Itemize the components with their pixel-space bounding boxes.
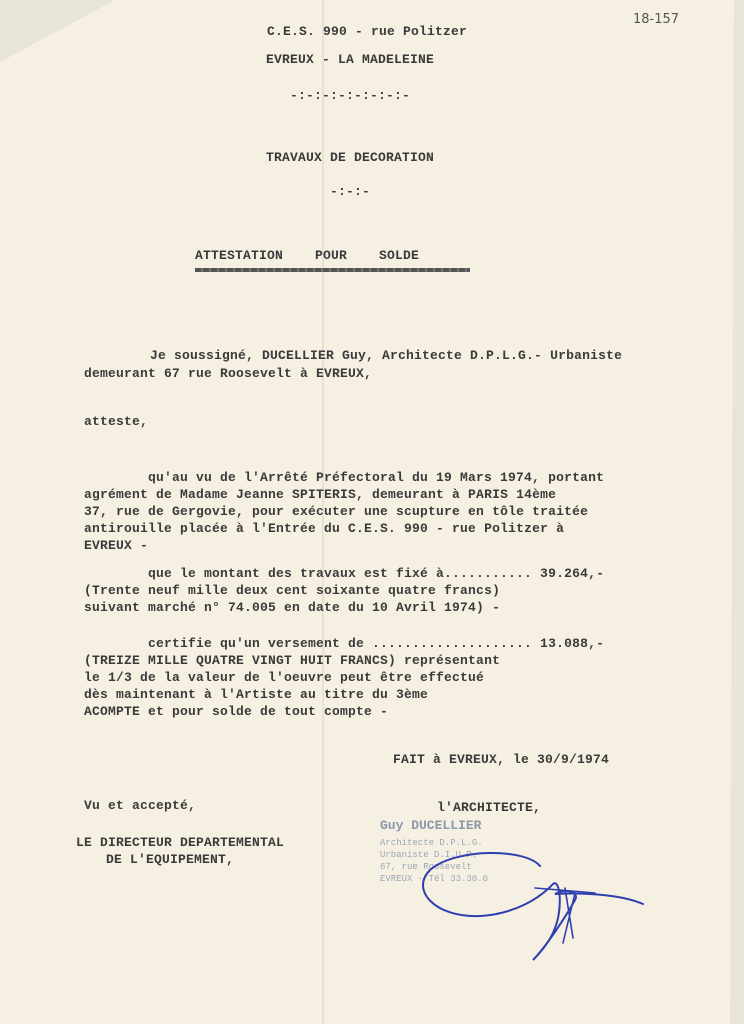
reference-number: 18-157 [633, 12, 680, 27]
p3-line2: (TREIZE MILLE QUATRE VINGT HUIT FRANCS) représentant [84, 653, 501, 668]
p1-line1: qu'au vu de l'Arrêté Préfectoral du 19 Mars 1974, portant [148, 470, 605, 485]
p1-line4: antirouille placée à l'Entrée du C.E.S. 990 - rue Politzer à [84, 521, 565, 536]
p3-line3: le 1/3 de la valeur de l'oeuvre peut être effectué [84, 670, 485, 685]
stamp-line1: Architecte D.P.L.G. [380, 838, 483, 848]
stamp-line2: Urbaniste D.I.U.P. [380, 850, 478, 860]
vu-accepte: Vu et accepté, [84, 798, 197, 813]
header-line1: C.E.S. 990 - rue Politzer [266, 24, 468, 39]
intro-line2: demeurant 67 rue Roosevelt à EVREUX, [84, 366, 373, 381]
stamp-line4: EVREUX - Tél 33.30.0 [380, 874, 489, 884]
section-title: TRAVAUX DE DECORATION [265, 150, 435, 165]
header-ornament: -:-:-:-:-:-:-:- [289, 88, 411, 103]
title-underline [195, 268, 470, 272]
stamp-name: Guy DUCELLIER [380, 818, 482, 833]
p3-line5: ACOMPTE et pour solde de tout compte - [84, 704, 389, 719]
p1-line3: 37, rue de Gergovie, pour exécuter une scupture en tôle traitée [84, 504, 589, 519]
document-title: ATTESTATION POUR SOLDE [195, 248, 420, 263]
date-line: FAIT à EVREUX, le 30/9/1974 [393, 752, 610, 767]
p3-line1: certifie qu'un versement de .................... 13.088,- [148, 636, 605, 651]
atteste-text: atteste, [84, 414, 149, 429]
stamp-line3: 67, rue Roosevelt [380, 862, 472, 872]
p1-line2: agrément de Madame Jeanne SPITERIS, demeurant à PARIS 14ème [84, 487, 557, 502]
architecte-label: l'ARCHITECTE, [437, 800, 542, 815]
signature [415, 848, 655, 968]
p3-line4: dès maintenant à l'Artiste au titre du 3ème [84, 687, 429, 702]
section-ornament: -:-:- [329, 184, 370, 199]
intro-line1: Je soussigné, DUCELLIER Guy, Architecte D.P.L.G.- Urbaniste [150, 348, 623, 363]
header-line2: EVREUX - LA MADELEINE [265, 52, 435, 67]
p2-line1: que le montant des travaux est fixé à........... 39.264,- [148, 566, 605, 581]
p2-line2: (Trente neuf mille deux cent soixante quatre francs) [84, 583, 501, 598]
p2-line3: suivant marché n° 74.005 en date du 10 Avril 1974) - [84, 600, 501, 615]
p1-line5: EVREUX - [84, 538, 149, 553]
directeur-line1: LE DIRECTEUR DEPARTEMENTAL [76, 835, 285, 850]
directeur-line2: DE L'EQUIPEMENT, [106, 852, 235, 867]
